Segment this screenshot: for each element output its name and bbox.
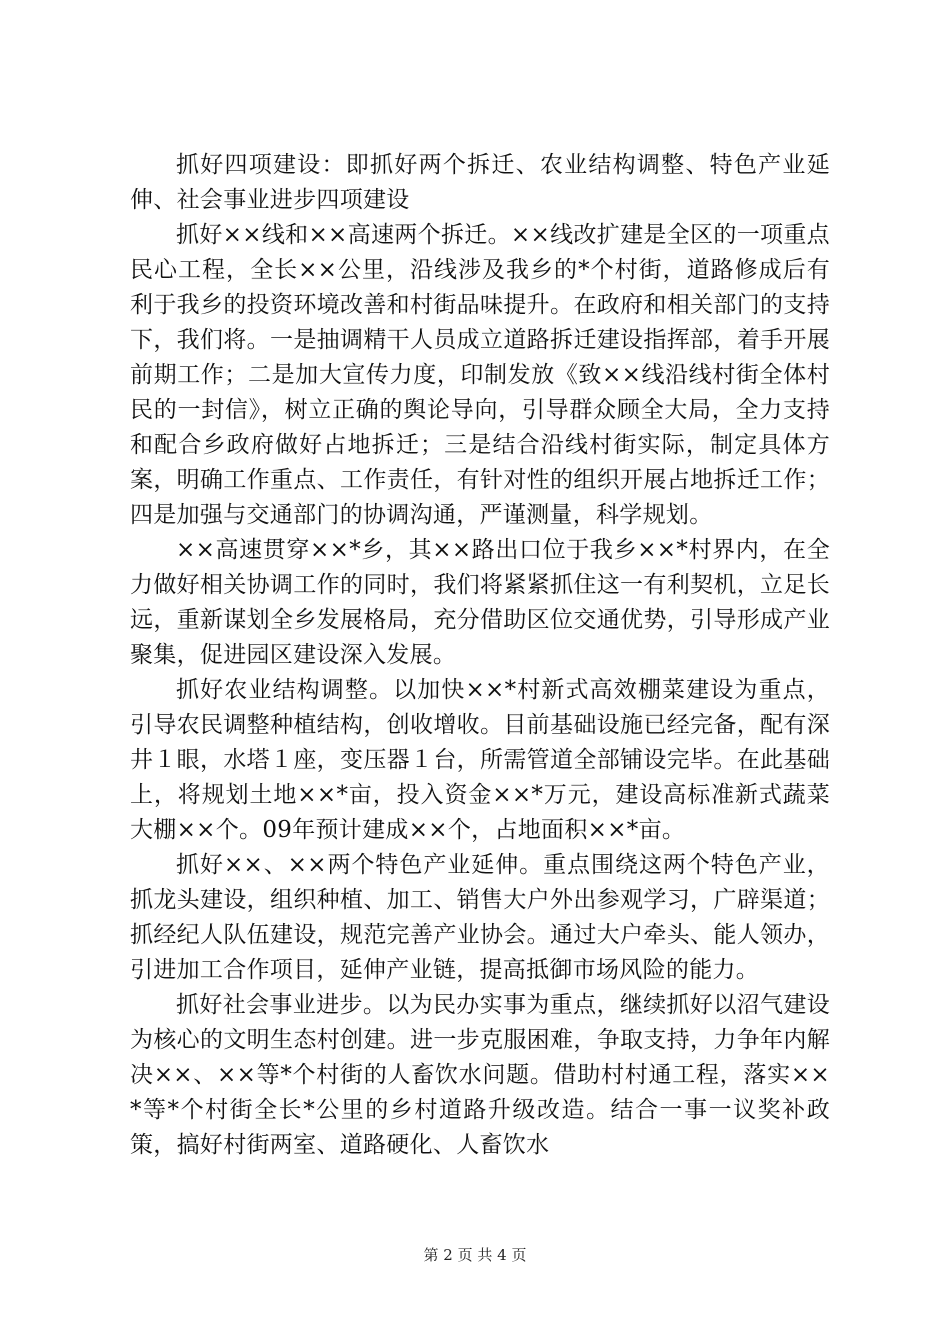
paragraph-agriculture: 抓好农业结构调整。以加快××*村新式高效棚菜建设为重点，引导农民调整种植结构，创收增收。目前基础设施已经完备，配有深井１眼，水塔１座，变压器１台，所需管道全部铺设完毕。在此基础上，将规划土地××*亩，投入资金××*万元，建设高标准新式蔬菜大棚××个。09年预计建成××个，占地面积××*亩。 — [130, 677, 830, 843]
document-body — [130, 148, 830, 1163]
paragraph-highway: ××高速贯穿××*乡，其××路出口位于我乡××*村界内，在全力做好相关协调工作的同时，我们将紧紧抓住这一有利契机，立足长远，重新谋划全乡发展格局，充分借助区位交通优势，引导形成产业聚集，促进园区建设深入发展。 — [130, 537, 830, 668]
paragraph-two-demolitions: 抓好××线和××高速两个拆迁。××线改扩建是全区的一项重点民心工程，全长××公里，沿线涉及我乡的*个村街，道路修成后有利于我乡的投资环境改善和村街品味提升。在政府和相关部门的支持下，我们将。一是抽调精干人员成立道路拆迁建设指挥部，着手开展前期工作；二是加大宣传力度，印制发放《致××线沿线村街全体村民的一封信》，树立正确的舆论导向，引导群众顾全大局，全力支持和配合乡政府做好占地拆迁；三是结合沿线村街实际，制定具体方案，明确工作重点、工作责任，有针对性的组织开展占地拆迁工作；四是加强与交通部门的协调沟通，严谨测量，科学规划。 — [130, 222, 830, 528]
paragraph-industry-extension: 抓好××、××两个特色产业延伸。重点围绕这两个特色产业，抓龙头建设，组织种植、加工、销售大户外出参观学习，广辟渠道；抓经纪人队伍建设，规范完善产业协会。通过大户牵头、能人领办，引进加工合作项目，延伸产业链，提高抵御市场风险的能力。 — [130, 852, 830, 983]
page-number-footer: 第 2 页 共 4 页 — [423, 1246, 527, 1264]
paragraph-four-constructions: 抓好四项建设：即抓好两个拆迁、农业结构调整、特色产业延伸、社会事业进步四项建设 — [130, 152, 830, 213]
paragraph-social-progress: 抓好社会事业进步。以为民办实事为重点，继续抓好以沼气建设为核心的文明生态村创建。进一步克服困难，争取支持，力争年内解决××、××等*个村街的人畜饮水问题。借助村村通工程，落实××*等*个村街全长*公里的乡村道路升级改造。结合一事一议奖补政策，搞好村街两室、道路硬化、人畜饮水 — [130, 992, 830, 1158]
